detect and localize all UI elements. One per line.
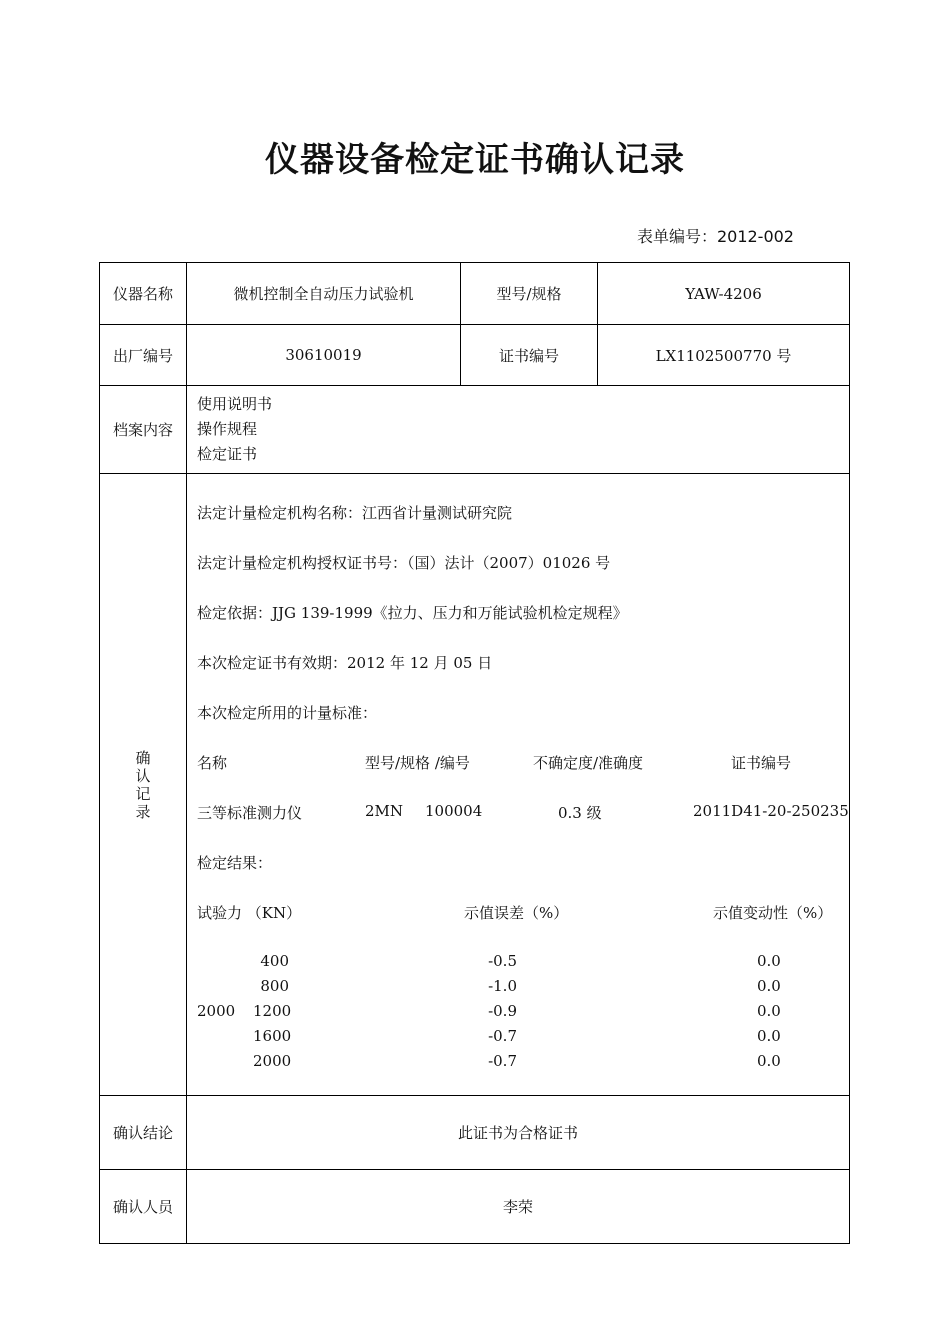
standard-accuracy: 0.3 级 xyxy=(558,804,602,822)
result-force: 1200 xyxy=(253,1002,292,1020)
model-label: 型号/规格 xyxy=(461,263,598,325)
standard-model: 2MN xyxy=(365,802,404,820)
result-variability: 0.0 xyxy=(757,1002,781,1020)
standard-row xyxy=(197,802,847,824)
results-header-variability: 示值变动性（%） xyxy=(713,904,833,922)
archive-contents xyxy=(187,386,850,474)
results-row xyxy=(197,952,847,974)
confirmation-label-char: 确 xyxy=(135,748,151,767)
standards-header-row xyxy=(197,752,847,774)
standards-title: 本次检定所用的计量标准： xyxy=(197,704,378,722)
conclusion-value: 此证书为合格证书 xyxy=(187,1096,850,1170)
instrument-name-label: 仪器名称 xyxy=(100,263,187,325)
results-header-error: 示值误差（%） xyxy=(464,904,569,922)
personnel-label: 确认人员 xyxy=(100,1170,187,1244)
result-force: 1600 xyxy=(253,1027,292,1045)
certificate-label: 证书编号 xyxy=(461,325,598,386)
confirmation-label-char: 认 xyxy=(135,766,151,785)
confirmation-label-char: 记 xyxy=(135,784,151,803)
result-range: 2000 xyxy=(197,1002,236,1020)
standard-number: 100004 xyxy=(425,802,483,820)
result-variability: 0.0 xyxy=(757,1052,781,1070)
authorization-line: 法定计量检定机构授权证书号：（国）法计（2007）01026 号 xyxy=(197,554,611,572)
result-force: 800 xyxy=(260,977,289,995)
archive-label: 档案内容 xyxy=(100,386,187,474)
archive-row xyxy=(100,386,850,474)
results-row xyxy=(197,1002,847,1024)
result-variability: 0.0 xyxy=(757,977,781,995)
result-error: -0.9 xyxy=(488,1002,517,1020)
conclusion-row xyxy=(100,1096,850,1170)
results-row xyxy=(197,977,847,999)
certificate-value: LX1102500770 号 xyxy=(598,325,850,386)
std-header-model: 型号/规格 /编号 xyxy=(365,754,470,772)
instrument-row xyxy=(100,263,850,325)
result-error: -0.7 xyxy=(488,1052,517,1070)
conclusion-label: 确认结论 xyxy=(100,1096,187,1170)
archive-item: 检定证书 xyxy=(197,445,258,463)
results-row xyxy=(197,1027,847,1049)
result-error: -0.7 xyxy=(488,1027,517,1045)
form-number: 表单编号：2012-002 xyxy=(636,227,794,246)
serial-label: 出厂编号 xyxy=(100,325,187,386)
archive-item: 操作规程 xyxy=(197,420,258,438)
basis-line: 检定依据：JJG 139-1999《拉力、压力和万能试验机检定规程》 xyxy=(197,604,628,622)
archive-item: 使用说明书 xyxy=(197,395,273,413)
validity-line: 本次检定证书有效期：2012 年 12 月 05 日 xyxy=(197,654,493,672)
instrument-name-value: 微机控制全自动压力试验机 xyxy=(187,263,461,325)
result-variability: 0.0 xyxy=(757,952,781,970)
results-header-row xyxy=(197,902,847,924)
document-title: 仪器设备检定证书确认记录 xyxy=(265,140,685,180)
confirmation-row xyxy=(100,474,850,1096)
result-error: -0.5 xyxy=(488,952,517,970)
personnel-row xyxy=(100,1170,850,1244)
confirmation-content xyxy=(187,474,850,1096)
institution-line: 法定计量检定机构名称：江西省计量测试研究院 xyxy=(197,504,513,522)
standard-certificate: 2011D41-20-250235 xyxy=(693,802,849,820)
confirmation-label xyxy=(100,474,187,1096)
confirmation-label-char: 录 xyxy=(135,802,151,821)
result-error: -1.0 xyxy=(488,977,517,995)
results-title: 检定结果： xyxy=(197,854,273,872)
std-header-name: 名称 xyxy=(197,754,228,772)
personnel-value: 李荣 xyxy=(187,1170,850,1244)
results-header-force: 试验力 （KN） xyxy=(197,904,302,922)
serial-row xyxy=(100,325,850,386)
std-header-certificate: 证书编号 xyxy=(731,754,792,772)
standard-name: 三等标准测力仪 xyxy=(197,804,303,822)
std-header-accuracy: 不确定度/准确度 xyxy=(533,754,644,772)
results-row xyxy=(197,1052,847,1074)
serial-value: 30610019 xyxy=(187,325,461,386)
result-force: 400 xyxy=(260,952,289,970)
result-variability: 0.0 xyxy=(757,1027,781,1045)
result-force: 2000 xyxy=(253,1052,292,1070)
model-value: YAW-4206 xyxy=(598,263,850,325)
record-table xyxy=(99,262,850,1244)
